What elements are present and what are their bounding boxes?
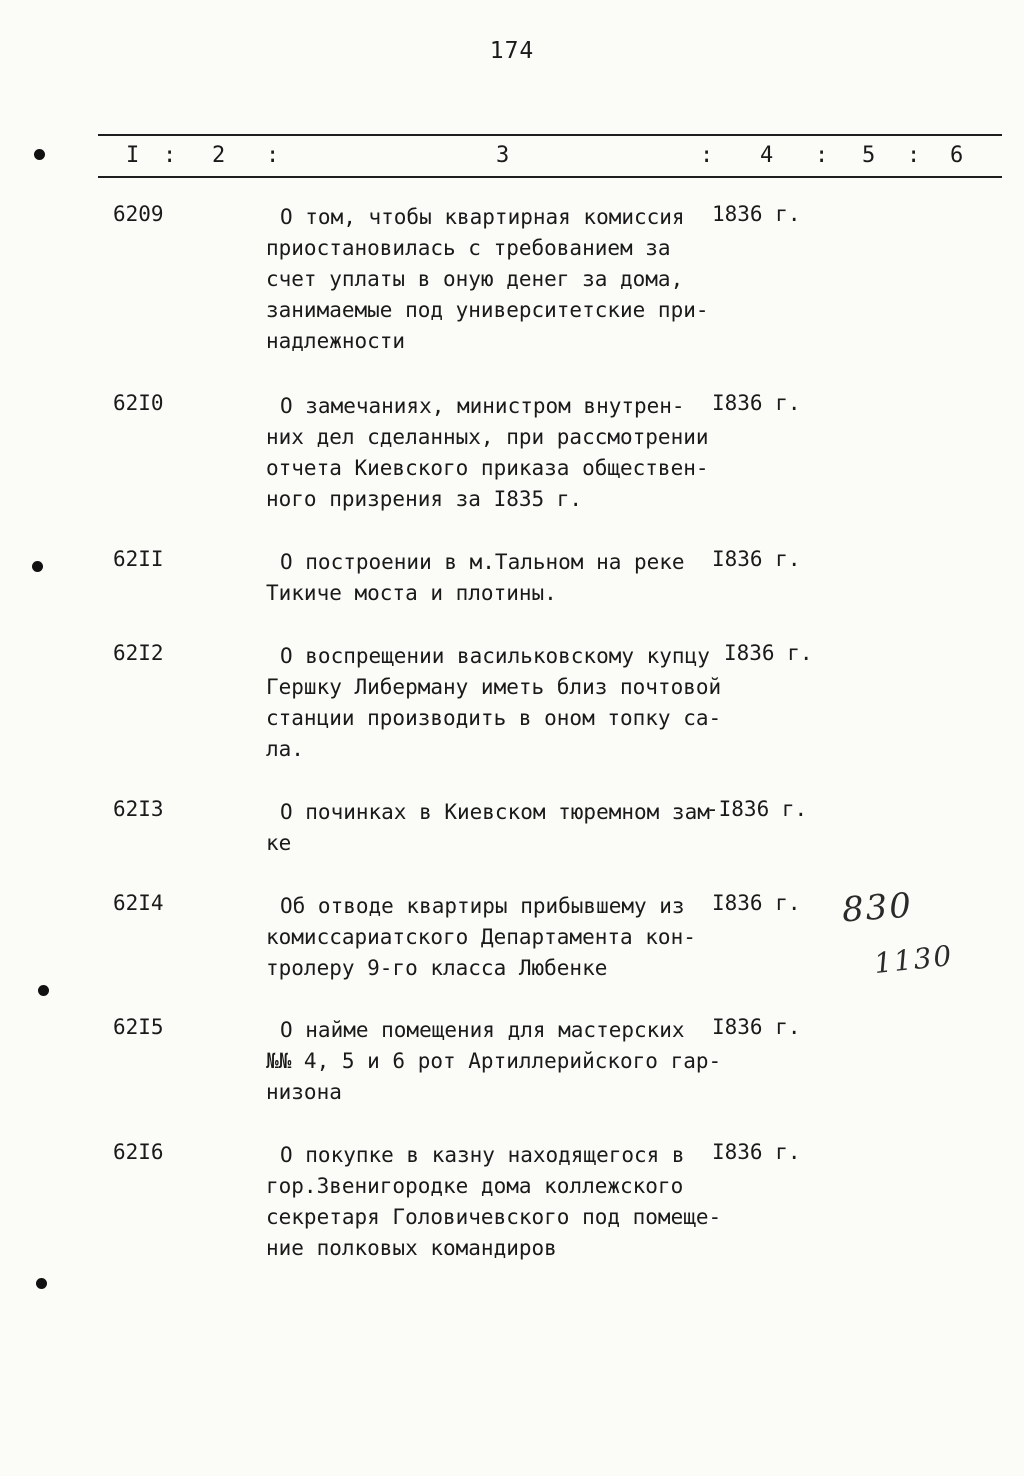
description-line: О замечаниях, министром внутрен- — [280, 394, 685, 418]
entry-description — [266, 641, 722, 765]
entry-year: I836 г. — [712, 891, 801, 915]
description-line: гор.Звенигородке дома коллежского — [266, 1174, 684, 1198]
description-line: Гершку Либерману иметь близ почтовой — [266, 675, 722, 699]
description-line: О починках в Киевском тюремном зам — [280, 800, 710, 824]
entry-year: I836 г. — [712, 391, 801, 415]
header-separator: : — [163, 143, 177, 168]
header-col-5: 5 — [862, 143, 876, 168]
entry-description — [266, 891, 716, 984]
description-line: О найме помещения для мастерских — [280, 1018, 685, 1042]
description-line: ла. — [266, 737, 304, 761]
description-line: станции производить в оном топку са- — [266, 706, 722, 730]
entry-number: 62II — [113, 547, 164, 571]
description-line: надлежности — [266, 329, 406, 353]
header-col-3: 3 — [496, 143, 510, 168]
description-line: счет уплаты в оную денег за дома, — [266, 267, 684, 291]
header-rule-top — [98, 134, 1002, 136]
description-line: О построении в м.Тальном на реке — [280, 550, 685, 574]
header-rule-bottom — [98, 176, 1002, 178]
entry-description — [266, 202, 716, 357]
punch-hole — [32, 561, 43, 572]
entry-number: 62I5 — [113, 1015, 164, 1039]
entry-number: 62I4 — [113, 891, 164, 915]
description-line: О воспрещении васильковскому купцу — [280, 644, 710, 668]
entry-description — [266, 1140, 722, 1264]
punch-hole — [36, 1278, 47, 1289]
entry-description — [266, 391, 716, 515]
entry-description — [266, 1015, 722, 1108]
description-line: ние полковых командиров — [266, 1236, 557, 1260]
header-col-1: I — [126, 143, 140, 168]
entry-year: -I836 г. — [706, 797, 808, 821]
description-line: комиссариатского Департамента кон- — [266, 925, 696, 949]
header-separator: : — [700, 143, 714, 168]
description-line: ного призрения за I835 г. — [266, 487, 583, 511]
handwritten-note-lower: 1130 — [872, 938, 955, 981]
description-line: Тикиче моста и плотины. — [266, 581, 557, 605]
entry-number: 62I3 — [113, 797, 164, 821]
description-line: О покупке в казну находящегося в — [280, 1143, 685, 1167]
description-line: приостановилась с требованием за — [266, 236, 671, 260]
description-line: занимаемые под университетские при- — [266, 298, 709, 322]
header-col-2: 2 — [212, 143, 226, 168]
page-number: 174 — [489, 38, 535, 64]
header-col-4: 4 — [760, 143, 774, 168]
header-separator: : — [815, 143, 829, 168]
description-line: отчета Киевского приказа обществен- — [266, 456, 709, 480]
header-col-6: 6 — [950, 143, 964, 168]
entry-number: 6209 — [113, 202, 164, 226]
description-line: низона — [266, 1080, 342, 1104]
entry-year: I836 г. — [712, 1140, 801, 1164]
description-line: секретаря Головичевского под помеще- — [266, 1205, 722, 1229]
entry-year: 1836 г. — [712, 202, 801, 226]
description-line: Об отводе квартиры прибывшему из — [280, 894, 685, 918]
header-separator: : — [266, 143, 280, 168]
header-separator: : — [907, 143, 921, 168]
entry-number: 62I6 — [113, 1140, 164, 1164]
description-line: О том, чтобы квартирная комиссия — [280, 205, 685, 229]
entry-description — [266, 797, 716, 859]
entry-year: I836 г. — [712, 1015, 801, 1039]
description-line: тролеру 9-го класса Любенке — [266, 956, 608, 980]
entry-description — [266, 547, 716, 609]
punch-hole — [38, 985, 49, 996]
entry-number: 62I0 — [113, 391, 164, 415]
entry-year: I836 г. — [724, 641, 813, 665]
entry-number: 62I2 — [113, 641, 164, 665]
handwritten-note-upper: 830 — [840, 885, 915, 931]
description-line: ке — [266, 831, 292, 855]
description-line: них дел сделанных, при рассмотрении — [266, 425, 709, 449]
description-line: №№ 4, 5 и 6 рот Артиллерийского гар- — [266, 1049, 722, 1073]
entry-year: I836 г. — [712, 547, 801, 571]
punch-hole — [34, 149, 45, 160]
